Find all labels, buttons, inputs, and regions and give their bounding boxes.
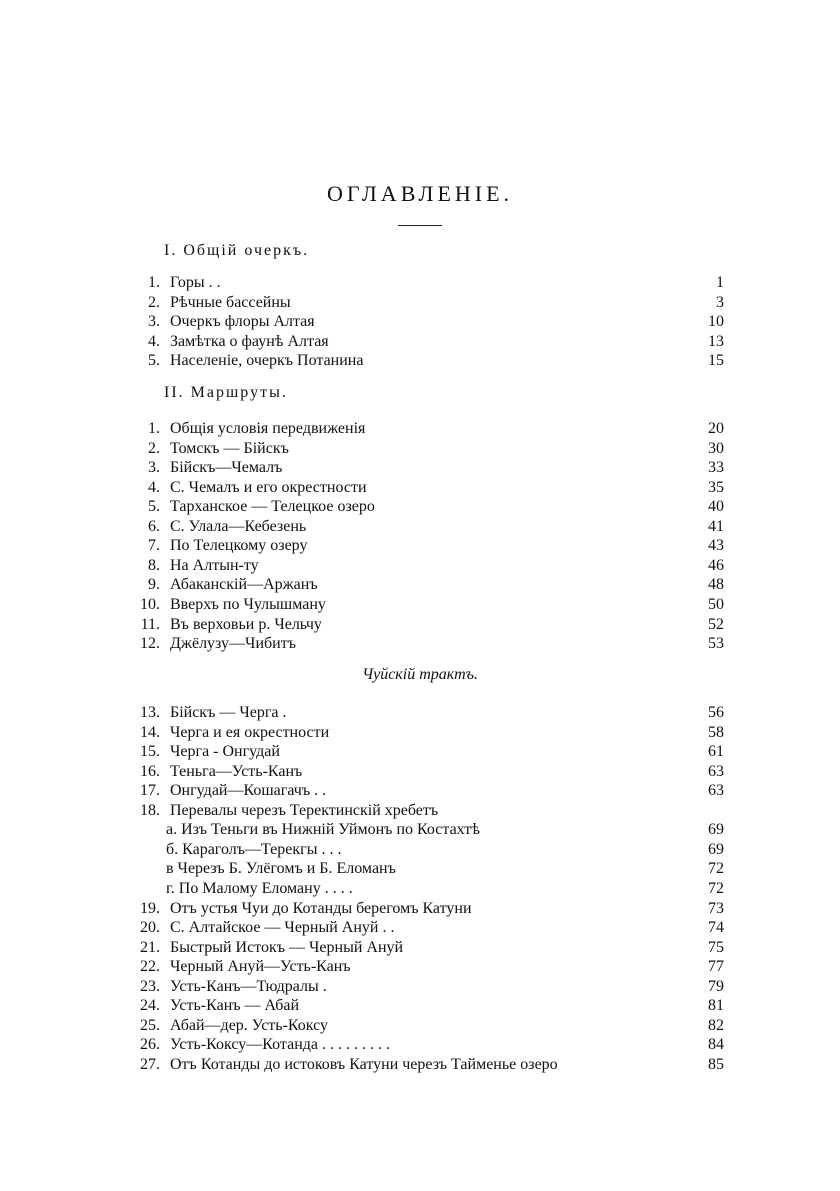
- toc-entry-page: 69: [708, 840, 724, 858]
- toc-entry: [0, 351, 840, 370]
- toc-entry-page: 20: [708, 420, 724, 437]
- toc-entry-title: С. Улала—Кебезень: [170, 517, 307, 535]
- toc-entry-title: Томскъ — Бійскъ: [170, 439, 289, 457]
- toc-entry-number: 5.: [148, 352, 160, 370]
- toc-entry-title: Въ верховьи р. Чельчу: [170, 615, 322, 633]
- toc-entry-page: 63: [708, 782, 724, 800]
- toc-entry: [0, 556, 840, 575]
- toc-entry-number: 27.: [140, 1055, 160, 1073]
- toc-entry: [0, 899, 840, 918]
- toc-entry-page: 69: [708, 821, 724, 839]
- toc-entry: [0, 332, 840, 351]
- toc-entry: [0, 1055, 840, 1074]
- toc-entry: [0, 517, 840, 536]
- toc-entry: [0, 918, 840, 937]
- toc-entry-number: 26.: [140, 1036, 160, 1054]
- toc-entry-title: Общія условія передвиженія: [170, 420, 366, 437]
- section-heading: I. Общій очеркъ.: [164, 242, 310, 259]
- toc-entry: [0, 458, 840, 477]
- toc-entry-title: По Телецкому озеру: [170, 537, 308, 555]
- section-heading: Чуйскій трактъ.: [362, 666, 478, 683]
- toc-entry: [0, 938, 840, 957]
- toc-entry-page: 48: [708, 576, 724, 594]
- toc-entry-title: Очеркъ флоры Алтая: [170, 313, 315, 331]
- toc-entry-page: 52: [708, 615, 724, 633]
- toc-entry-number: 17.: [140, 782, 160, 800]
- toc-entry-page: 46: [708, 556, 724, 574]
- toc-entry-title: Абаканскій—Аржанъ: [170, 576, 318, 594]
- toc-entry-page: 30: [708, 439, 724, 457]
- toc-entry: [0, 996, 840, 1015]
- toc-entry-page: 35: [708, 478, 724, 496]
- toc-entry-page: 50: [708, 595, 724, 613]
- toc-entry: [0, 634, 840, 653]
- toc-entry-page: 72: [708, 860, 724, 878]
- toc-entry: [0, 723, 840, 742]
- toc-entry-title: Абай—дер. Усть-Коксу: [170, 1016, 329, 1034]
- toc-entry-title: Рѣчные бассейны: [170, 293, 291, 311]
- toc-entry-number: 9.: [148, 576, 160, 594]
- toc-entry-title: Усть-Канъ — Абай: [170, 997, 300, 1015]
- toc-entry-number: 14.: [140, 723, 160, 741]
- toc-entry-page: 1: [716, 274, 724, 291]
- toc-entry-title: Теньга—Усть-Канъ: [170, 762, 303, 780]
- toc-entry-title: С. Чемалъ и его окрестности: [170, 478, 367, 496]
- toc-entry: [0, 762, 840, 781]
- toc-entry: [0, 879, 840, 898]
- toc-entry-number: 24.: [140, 997, 160, 1015]
- toc-entry-page: 72: [708, 879, 724, 897]
- toc-entry-title: Черга и ея окрестности: [170, 723, 330, 741]
- toc-entry-page: 13: [708, 332, 724, 350]
- toc-entry-title: Усть-Коксу—Котанда . . . . . . . . .: [170, 1036, 391, 1054]
- toc-entry-title: Бійскъ — Черга .: [170, 704, 287, 721]
- title-divider: [398, 225, 442, 226]
- toc-entry: [0, 478, 840, 497]
- toc-entry-page: 84: [708, 1036, 724, 1054]
- section-heading: II. Маршруты.: [164, 384, 288, 401]
- toc-entry-number: 23.: [140, 977, 160, 995]
- toc-entry-number: 2.: [148, 293, 160, 311]
- toc-entry-number: 10.: [140, 595, 160, 613]
- toc-entry: [0, 840, 840, 859]
- page-title: ОГЛАВЛЕНІЕ.: [326, 181, 514, 206]
- toc-entry-page: 43: [708, 537, 724, 555]
- toc-entry-page: 81: [708, 997, 724, 1015]
- toc-entry-number: 20.: [140, 919, 160, 937]
- toc-entry-title: Перевалы черезъ Теректинскій хребетъ: [170, 801, 439, 819]
- toc-entry-title: Населеніе, очеркъ Потанина: [170, 352, 364, 370]
- toc-entry-number: 11.: [140, 615, 160, 633]
- toc-entry: [0, 615, 840, 634]
- toc-entry: [0, 536, 840, 555]
- toc-entry: [0, 595, 840, 614]
- toc-entry-page: 33: [708, 459, 724, 477]
- toc-entry-title: Отъ устья Чуи до Котанды берегомъ Катуни: [170, 899, 472, 917]
- toc-entry-page: 73: [708, 899, 724, 917]
- toc-entry-page: 61: [708, 743, 724, 761]
- toc-entry: [0, 497, 840, 516]
- toc-entry-title: Быстрый Истокъ — Черный Ануй: [170, 938, 404, 956]
- toc-entry-number: 5.: [148, 498, 160, 516]
- toc-entry-page: 75: [708, 938, 724, 956]
- toc-entry-title: Вверхъ по Чулышману: [170, 595, 326, 613]
- toc-entry-number: 1.: [148, 420, 160, 437]
- toc-entry: [0, 957, 840, 976]
- toc-entry-page: 3: [716, 293, 724, 311]
- toc-entry-number: 16.: [140, 762, 160, 780]
- toc-entry: [0, 820, 840, 839]
- toc-entry: [0, 293, 840, 312]
- toc-entry: [0, 977, 840, 996]
- toc-entry-page: 40: [708, 498, 724, 516]
- toc-entry-page: 53: [708, 635, 724, 653]
- toc-entry-number: 25.: [140, 1016, 160, 1034]
- toc-entry-page: 79: [708, 977, 724, 995]
- toc-entry-number: 3.: [148, 313, 160, 331]
- toc-entry-number: 7.: [148, 537, 160, 555]
- toc-entry: [0, 419, 840, 438]
- toc-entry-number: 8.: [148, 556, 160, 574]
- toc-entry-title: Усть-Канъ—Тюдралы .: [170, 977, 327, 995]
- toc-entry-number: 4.: [148, 332, 160, 350]
- toc-entry-title: б. Караголъ—Терекгы . . .: [166, 840, 342, 858]
- toc-entry-title: Тарханское — Телецкое озеро: [170, 498, 375, 516]
- toc-entry-page: 15: [708, 352, 724, 370]
- toc-entry-title: С. Алтайское — Черный Ануй . .: [170, 919, 395, 937]
- toc-entry-title: На Алтын-ту: [170, 556, 259, 574]
- toc-entry-title: в Черезъ Б. Улёгомъ и Б. Еломанъ: [166, 860, 396, 878]
- toc-entry-page: 10: [708, 313, 724, 331]
- toc-entry-number: 22.: [140, 958, 160, 976]
- toc-entry-number: 19.: [140, 899, 160, 917]
- toc-entry-page: 41: [708, 517, 724, 535]
- toc-entry: [0, 781, 840, 800]
- toc-entry-title: Бійскъ—Чемалъ: [170, 459, 283, 477]
- toc-entry-title: Онгудай—Кошагачъ . .: [170, 782, 327, 800]
- toc-entry: [0, 1035, 840, 1054]
- toc-entry-page: 56: [708, 704, 724, 721]
- toc-entry: [0, 703, 840, 722]
- toc-entry: [0, 859, 840, 878]
- toc-entry-title: Замѣтка о фаунѣ Алтая: [170, 332, 329, 350]
- toc-entry-number: 12.: [140, 635, 160, 653]
- toc-entry-page: 58: [708, 723, 724, 741]
- toc-entry-number: 13.: [140, 704, 160, 721]
- toc-entry-title: Джёлузу—Чибитъ: [170, 635, 296, 653]
- toc-entry-title: Черный Ануй—Усть-Канъ: [170, 958, 351, 976]
- toc-entry-title: Черга - Онгудай: [170, 743, 280, 761]
- toc-entry-number: 1.: [148, 274, 160, 291]
- toc-entry-title: а. Изъ Теньги въ Нижній Уймонъ по Костахтѣ: [166, 821, 480, 839]
- toc-entry-page: 85: [708, 1055, 724, 1073]
- toc-entry: [0, 312, 840, 331]
- toc-entry: [0, 801, 840, 820]
- toc-entry-page: 77: [708, 958, 724, 976]
- toc-entry-number: 4.: [148, 478, 160, 496]
- toc-entry: [0, 1016, 840, 1035]
- toc-entry-number: 2.: [148, 439, 160, 457]
- toc-entry-number: 6.: [148, 517, 160, 535]
- toc-entry: [0, 575, 840, 594]
- toc-entry: [0, 439, 840, 458]
- toc-entry-title: г. По Малому Еломану . . . .: [166, 879, 353, 897]
- toc-entry: [0, 273, 840, 292]
- toc-entry-page: 74: [708, 919, 724, 937]
- toc-entry-number: 21.: [140, 938, 160, 956]
- toc-entry-page: 63: [708, 762, 724, 780]
- toc-entry-page: 82: [708, 1016, 724, 1034]
- toc-entry-number: 15.: [140, 743, 160, 761]
- toc-entry-number: 18.: [140, 801, 160, 819]
- toc-entry: [0, 742, 840, 761]
- toc-entry-number: 3.: [148, 459, 160, 477]
- toc-entry-title: Горы . .: [170, 274, 221, 291]
- toc-entry-title: Отъ Котанды до истоковъ Катуни черезъ Тайменье озеро: [170, 1055, 558, 1073]
